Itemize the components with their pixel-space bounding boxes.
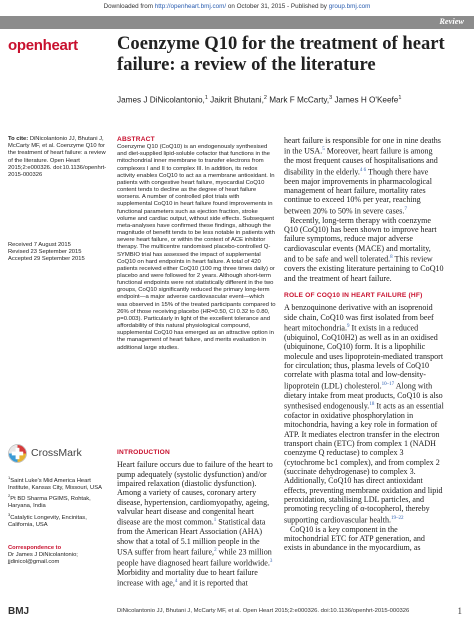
body-text: Recently, long-term therapy with coenzyme Q10 (CoQ10) has been shown to improve heart failure symptoms, reduce major adverse cardiovascular events (MACE) and mortality, and to be safe and well tolerated. xyxy=(284,215,437,264)
intro-text: Morbidity and mortality due to heart failure increase with age, xyxy=(117,568,258,589)
reference[interactable]: 2 xyxy=(214,548,217,554)
introduction-heading: INTRODUCTION xyxy=(117,449,170,456)
article-title: Coenzyme Q10 for the treatment of heart failure: a review of the literature xyxy=(117,33,445,75)
intro-text: and it is reported that xyxy=(177,579,248,589)
author: Jaikrit Bhutani, xyxy=(210,95,264,105)
download-prefix: Downloaded from xyxy=(103,3,153,10)
page-number: 1 xyxy=(457,606,462,616)
reference[interactable]: 9 xyxy=(347,323,350,329)
reference[interactable]: 5 xyxy=(322,147,325,153)
reference[interactable]: 8 xyxy=(390,255,393,261)
intro-text: while 23 million people have diagnosed heart failure worldwide. xyxy=(117,547,272,568)
download-mid: on October 31, 2015 - Published by xyxy=(227,3,327,10)
author-affil-sup: 2 xyxy=(263,95,267,101)
abstract-text: Coenzyme Q10 (CoQ10) is an endogenously synthesised and diet-supplied lipid-soluble cofactor that functions in the mitochondrial inner membrane to transfer electrons from complexes I and II to complex III. In addition, its redox activity enables CoQ10 to act as a membrane antioxidant. In patients with congestive heart failure, myocardial CoQ10 content tends to decline as the degree of heart failure worsens. A number of controlled pilot trials with supplemental CoQ10 in heart failure found improvements in functional parameters such as ejection fraction, stroke volume and cardiac output, without side effects. Subsequent meta-analyses have confirmed these findings, although the magnitude of benefit tends to be less notable in patients with severe heart failure, or within the context of ACE inhibitor therapy. The multicentre randomised placebo-controlled Q-SYMBIO trial has assessed the impact of supplemental CoQ10 on hard endpoints in heart failure. A total of 420 patients received either CoQ10 (100 mg three times daily) or placebo and were followed for 2 years. Although short-term functional endpoints were not statistically different in the two groups, CoQ10 significantly reduced the primary long-term endpoint—a major adverse cardiovascular event—which was observed in 15% of the treated participants compared to 26% of those receiving placebo (HR=0.50, CI 0.32 to 0.80, p=0.003). Particularly in light of the excellent tolerance and affordability of this natural physiological compound, supplemental CoQ10 has emerged as an attractive option in the management of heart failure, and merits evaluation in additional large studies. xyxy=(117,144,276,351)
cite-block xyxy=(8,136,108,179)
cite-label: To cite: xyxy=(8,136,29,142)
correspondence-name: Dr James J DiNicolantonio; xyxy=(8,552,78,559)
affiliations-block xyxy=(8,474,108,529)
section-bar xyxy=(0,16,474,29)
download-line xyxy=(0,3,474,10)
body-text: It exists in a reduced (ubiquinol, CoQ10H2) as well as in an oxidised (ubiquinone, CoQ10) form. It is a lipophilic molecule and uses lipoprotein-mediated transport for circulation; thus, plasma levels of CoQ10 correlate with plasma total and low-density-lipoprotein (LDL) cholesterol. xyxy=(284,323,444,391)
reference[interactable]: 4 6 xyxy=(359,167,367,173)
reference[interactable]: 4 xyxy=(174,579,178,585)
bmj-logo: BMJ xyxy=(8,606,30,617)
dates-block xyxy=(8,242,108,264)
affiliation xyxy=(8,474,108,492)
role-heading: ROLE OF COQ10 IN HEART FAILURE (HF) xyxy=(284,291,423,299)
accepted-date: Accepted 29 September 2015 xyxy=(8,256,85,263)
body-text: Moreover, heart failure is among the most frequent causes of hospitalisations and disability in the elderly. xyxy=(284,147,438,177)
author: James J DiNicolantonio, xyxy=(117,95,205,105)
author-affil-sup: 1 xyxy=(398,95,402,101)
crossmark-badge[interactable] xyxy=(8,442,108,464)
affil-text: Catalytic Longevity, Encinitas, California, USA xyxy=(8,514,87,528)
body-text: A benzoquinone derivative with an isoprenoid side chain, CoQ10 was first isolated from beef heart mitochondria. xyxy=(284,303,434,333)
correspondence-email[interactable]: jjdinicol@gmail.com xyxy=(8,559,60,566)
intro-text: Statistical data from the American Heart Association (AHA) show that a total of 5.1 million people in the USA suffer from heart failure, xyxy=(117,518,266,557)
received-date: Received 7 August 2015 xyxy=(8,242,71,248)
body-paragraph xyxy=(284,136,444,216)
reference[interactable]: 1 xyxy=(213,518,217,524)
author-list xyxy=(117,95,467,105)
crossmark-icon xyxy=(8,444,27,463)
affiliation xyxy=(8,511,108,529)
body-paragraph xyxy=(284,525,444,553)
affil-sup: 2 xyxy=(8,493,11,499)
affil-sup: 1 xyxy=(8,475,11,480)
cite-text: DiNicolantonio JJ, Bhutani J, McCarty MF, et al. Coenzyme Q10 for the treatment of heart failure: a review of the literature. Open Heart 2015;2:e000326. doi:10.1136/openhrt-2015-000326 xyxy=(8,136,107,179)
correspondence-label: Correspondence to xyxy=(8,545,62,551)
intro-text: Heart failure occurs due to failure of the heart to pump adequately (systolic dysfunction) and/or impaired relaxation (diastolic dysfunction). Among a variety of causes, coronary artery disease, hypertension, cardiomyopathy, ageing, valvular heart disease and congenital heart disease are the most common. xyxy=(117,460,273,528)
section-tag: Review xyxy=(439,17,464,26)
body-text: This review covers the existing literature pertaining to CoQ10 and the treatment of heart failure. xyxy=(284,254,444,283)
body-paragraph xyxy=(284,216,444,283)
body-text: It acts as an essential cofactor in oxidative phosphorylation in mitochondria, having a key role in formation of ATP. It mediates electron transfer in the electron transport chain (ETC) from complex 1 (NADH coenzyme Q reductase) to complex 3 (cytochrome bc1 complex), and from complex 2 (succinate dehydrogenase) to complex 3. Additionally, CoQ10 has direct antioxidant effects, preventing membrane oxidation and lipid peroxidation, stabilising LDL particles, and promoting recycling of α-tocopherol, thereby supporting cardiovascular health. xyxy=(284,401,444,525)
body-text: Though there have been major improvements in pharmacological management of heart failure, mortality rates continue to exceed 10% per year, reaching between 20% to 50% in severe cases. xyxy=(284,167,432,216)
body-paragraph xyxy=(284,303,444,525)
revised-date: Revised 23 September 2015 xyxy=(8,249,82,256)
footer-citation: DiNicolantonio JJ, Bhutani J, McCarty MF, et al. Open Heart 2015;2:e000326. doi:10.1136/openhrt-2015-000326 xyxy=(117,608,410,614)
site-link[interactable]: http://openheart.bmj.com/ xyxy=(154,3,227,10)
right-column xyxy=(284,136,444,553)
author-affil-sup: 3 xyxy=(329,95,333,101)
journal-logo: openheart xyxy=(8,37,78,54)
author-affil-sup: 1 xyxy=(204,95,208,101)
abstract-heading: ABSTRACT xyxy=(117,136,155,143)
crossmark-label: CrossMark xyxy=(31,447,82,459)
body-text: Along with dietary intake from meat products, CoQ10 is also synthesised endogenously. xyxy=(284,381,443,411)
page-footer xyxy=(0,602,474,626)
affil-text: Saint Luke's Mid America Heart Institute, Kansas City, Missouri, USA xyxy=(8,477,102,492)
intro-paragraph xyxy=(117,460,275,588)
body-text: heart failure is responsible for one in nine deaths in the USA. xyxy=(284,136,441,157)
reference[interactable]: 3 xyxy=(269,559,273,565)
author: Mark F McCarty, xyxy=(269,95,330,105)
reference[interactable]: 7 xyxy=(404,206,407,212)
reference[interactable]: 19–22 xyxy=(391,515,404,521)
abstract-section xyxy=(117,136,276,352)
author: James H O'Keefe xyxy=(334,95,399,105)
affil-text: Pt BD Sharma PGIMS, Rohtak, Haryana, India xyxy=(8,496,91,510)
publisher-link[interactable]: group.bmj.com xyxy=(328,3,371,10)
reference[interactable]: 18 xyxy=(369,401,375,407)
introduction-section xyxy=(117,448,275,589)
affil-sup: 3 xyxy=(8,511,11,517)
reference[interactable]: 10–17 xyxy=(381,381,395,387)
affiliation xyxy=(8,492,108,510)
correspondence-block xyxy=(8,545,108,567)
body-text: CoQ10 is a key component in the mitochondrial ETC for ATP generation, and exists in abundance in the myocardium, as xyxy=(284,524,425,553)
